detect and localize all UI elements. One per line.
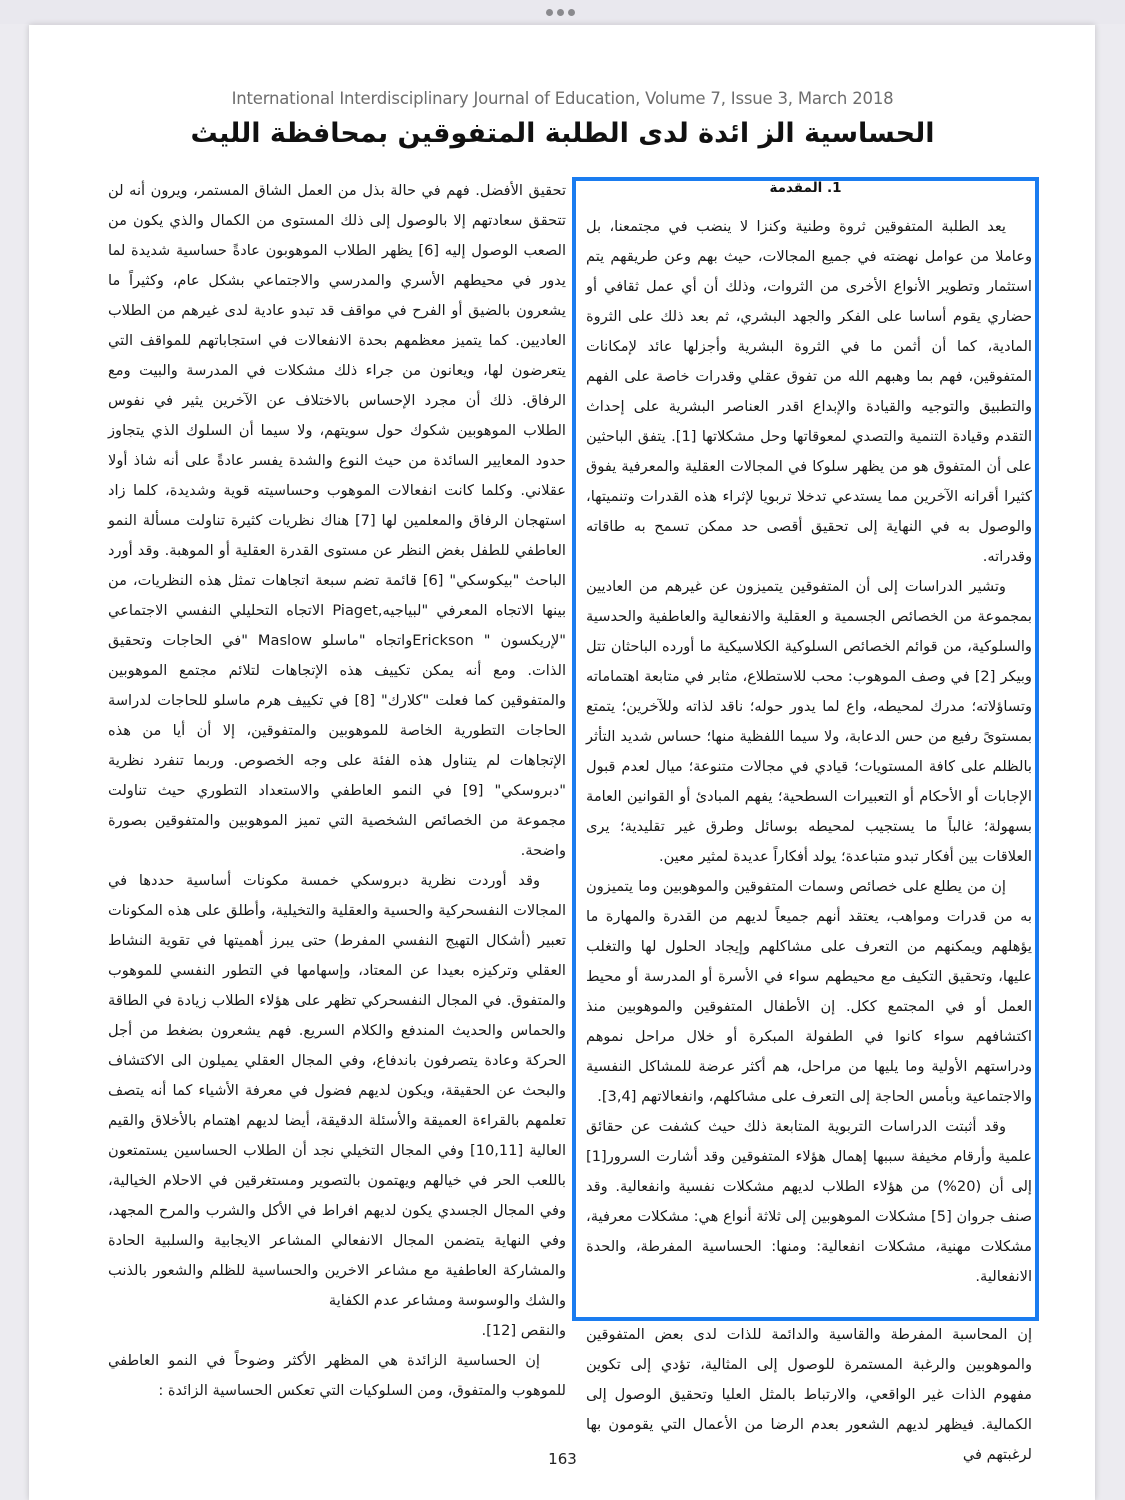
- dot: [557, 9, 564, 16]
- paragraph: تحقيق الأفضل. فهم في حالة بذل من العمل الشاق المستمر، ويرون أنه لن تتحقق سعادتهم إلا بالوصول إلى ذلك المستوى من الكمال والذي يكون من الصعب الوصول إليه [6] يظهر الطلاب الموهوبون عادةً حساسية شديدة لما يدور في محيطهم الأسري والمدرسي والاجتماعي بشكل عام، وكثيراً ما يشعرون بالضيق أو الفرح في مواقف قد تبدو عادية لدى غيرهم من الطلاب العاديين. كما يتميز معظمهم بحدة الانفعالات في استجاباتهم للمواقف التي يتعرضون لها، ويعانون من جراء ذلك مشكلات في المدرسة والبيت ومع الرفاق. ذلك أن مجرد الإحساس بالاختلاف عن الآخرين يثير في نفوس الطلاب الموهوبين شكوك حول سويتهم، ولا سيما أن السلوك الذي يتجاوز حدود المعايير السائدة من حيث النوع والشدة يفسر عادةً على أنه شاذ أولا عقلاني. وكلما كانت انفعالات الموهوب وحساسيته قوية وشديدة، كلما زاد استهجان الرفاق والمعلمين لها [7] هناك نظريات كثيرة تناولت مسألة النمو العاطفي للطفل بغض النظر عن مستوى القدرة العقلية أو الموهبة. وقد أورد الباحث "بيكوسكي" [6] قائمة تضم سبعة اتجاهات تمثل هذه النظريات، من بينها الاتجاه المعرفي "لبياجيه,Piaget الاتجاه التحليلي النفسي الاجتماعي "لإريكسون " Ericksonواتجاه "ماسلو Maslow "في الحاجات وتحقيق الذات. ومع أنه يمكن تكييف هذه الإتجاهات لتلائم مجتمع الموهوبين والمتفوقين كما فعلت "كلارك" [8] في تكييف هرم ماسلو للحاجات لدراسة الحاجات التطورية الخاصة للموهوبين والمتفوقين، إلا أن أيا من هذه الإتجاهات لم يتناول هذه الفئة على وجه الخصوص. وربما تنفرد نظرية "دبروسكي" [9] في النمو العاطفي والاستعداد التطوري حيث تناولت مجموعة من الخصائص الشخصية التي تميز الموهوبين والمتفوقين بصورة واضحة.: [108, 182, 566, 859]
- dot: [568, 9, 575, 16]
- paragraph: وقد أثبتت الدراسات التربوية المتابعة ذلك حيث كشفت عن حقائق علمية وأرقام مخيفة سببها إهمال هؤلاء المتفوقين وقد أشارت السرور[1] إلى أن (20%) من هؤلاء الطلاب لديهم مشكلات نفسية وانفعالية. وقد صنف جروان [5] مشكلات الموهوبين إلى ثلاثة أنواع هي: مشكلات معرفية، مشكلات مهنية، مشكلات انفعالية: ومنها: الحساسية المفرطة، والحدة الانفعالية.: [586, 1118, 1032, 1285]
- paragraph: والنقص [12].: [481, 1322, 566, 1339]
- viewer-top-bar: [0, 0, 1125, 24]
- section-heading: 1. المقدمة: [769, 180, 842, 196]
- paragraph: وقد أوردت نظرية دبروسكي خمسة مكونات أساسية حددها في المجالات النفسحركية والحسية والعقلية والتخيلية، وأطلق على هذه المكونات تعبير (أشكال التهيج النفسي المفرط) حتى يبرز أهميتها في تقوية النشاط العقلي وتركيزه بعيدا عن المعتاد، وإسهامها في التطور النفسي للموهوب والمتفوق. في المجال النفسحركي تظهر على هؤلاء الطلاب زيادة في الطاقة والحماس والحديث المندفع والكلام السريع. فهم يشعرون بضغط من أجل الحركة وعادة يتصرفون باندفاع، وفي المجال العقلي يميلون الى الاكتشاف والبحث عن الحقيقة، ويكون لديهم فضول في معرفة الأشياء كما أنه يتصف تعلمهم بالقراءة العميقة والأسئلة الدقيقة، أيضا لديهم اهتمام بالأخلاق والقيم العالية [10,11] وفي المجال التخيلي نجد أن الطلاب الحساسين يستمتعون باللعب الحر في خيالهم ويهتمون بالتصوير ومستغرقين في الاحلام الخيالية، وفي المجال الجسدي يكون لديهم افراط في الأكل والشرب والمرح المجهد، وفي النهاية يتضمن المجال الانفعالي المشاعر الايجابية والسلبية الحادة والمشاركة العاطفية مع مشاعر الاخرين والحساسية للظلم والشعور بالذنب والشك والوسوسة ومشاعر عدم الكفاية: [108, 872, 566, 1309]
- paragraph: إن الحساسية الزائدة هي المظهر الأكثر وضوحاً في النمو العاطفي للموهوب والمتفوق، ومن السلوكيات التي تعكس الحساسية الزائدة :: [108, 1352, 566, 1399]
- paragraph: يعد الطلبة المتفوقين ثروة وطنية وكنزا لا ينضب في مجتمعنا، بل وعاملا من عوامل نهضته في جميع المجالات، حيث بهم وعن طريقهم يتم استثمار وتطوير الأنواع الأخرى من الثروات، وذلك أن أي عمل ثقافي أو حضاري يقوم أساسا على الفكر والجهد البشري، ثم بعد ذلك على الثروة المادية، كما أن أثمن ما في الثروة البشرية وأجزلها عائد لإمكانات المتفوقين، فهم بما وهبهم الله من تفوق عقلي وقدرات خاصة على الفهم والتطبيق والتوجيه والقيادة والإبداع اقدر العناصر البشرية على إحداث التقدم وقيادة التنمية والتصدي لمعوقاتها وحل مشكلاتها [1]. يتفق الباحثين على أن المتفوق هو من يظهر سلوكا في المجالات العقلية والمعرفية يفوق كثيرا أقرانه الآخرين مما يستدعي تدخلا تربويا لإثراء هذه القدرات وتنميتها، والوصول به في النهاية إلى تحقيق أقصى حد ممكن تسمح به طاقاته وقدراته.: [586, 218, 1032, 565]
- left-column: [108, 176, 566, 1406]
- journal-header: International Interdisciplinary Journal of Education, Volume 7, Issue 3, March 2018: [231, 89, 894, 108]
- page-number: 163: [548, 1450, 577, 1468]
- right-column-highlighted: [586, 212, 1032, 1292]
- dot: [546, 9, 553, 16]
- right-column-continued: [586, 1320, 1032, 1470]
- more-dots-icon[interactable]: [546, 9, 575, 16]
- article-title: الحساسية الز ائدة لدى الطلبة المتفوقين بمحافظة الليث: [190, 118, 935, 149]
- paragraph: إن المحاسبة المفرطة والقاسية والدائمة للذات لدى بعض المتفوقين والموهوبين والرغبة المستمرة للوصول إلى المثالية، تؤدي إلى تكوين مفهوم الذات غير الواقعي، والارتباط بالمثل العليا وتحقيق الوصول إلى الكمالية. فيظهر لديهم الشعور بعدم الرضا من الأعمال التي يقومون بها لرغبتهم في: [586, 1326, 1032, 1463]
- paragraph: وتشير الدراسات إلى أن المتفوقين يتميزون عن غيرهم من العاديين بمجموعة من الخصائص الجسمية و العقلية والانفعالية والعاطفية والحدسية والسلوكية، من قوائم الخصائص السلوكية الكلاسيكية ما أورده الباحثان تتل وبيكر [2] في وصف الموهوب: محب للاستطلاع، مثابر في متابعة اهتماماته وتساؤلاته؛ مدرك لمحيطه، واع لما يدور حوله؛ ناقد لذاته وللآخرين؛ يتمتع بمستوىً رفيع من حس الدعابة، ولا سيما اللفظية منها؛ حساس شديد التأثر بالظلم على كافة المستويات؛ قيادي في مجالات متنوعة؛ ميال لعدم قبول الإجابات أو الأحكام أو التعبيرات السطحية؛ يفهم المبادئ أو القوانين العامة بسهولة؛ غالباً ما يستجيب لمحيطه بوسائل وطرق غير تقليدية؛ يرى العلاقات بين أفكار تبدو متباعدة؛ يولد أفكاراً عديدة لمثير معين.: [586, 578, 1032, 865]
- paragraph: إن من يطلع على خصائص وسمات المتفوقين والموهوبين وما يتميزون به من قدرات ومواهب، يعتقد أنهم جميعاً لديهم من القدرة والمهارة ما يؤهلهم ويمكنهم من التعرف على مشاكلهم وإيجاد الحلول لها والتغلب عليها، وتحقيق التكيف مع محيطهم سواء في الأسرة أو المدرسة أو محيط العمل أو في المجتمع ككل. إن الأطفال المتفوقين والموهوبين منذ اكتشافهم سواء كانوا في الطفولة المبكرة أو خلال مراحل نموهم ودراستهم الأولية وما يليها من مراحل، هم أكثر عرضة للمشاكل النفسية والاجتماعية وبأمس الحاجة إلى التعرف على مشاكلهم، وانفعالاتهم [3,4].: [586, 878, 1032, 1105]
